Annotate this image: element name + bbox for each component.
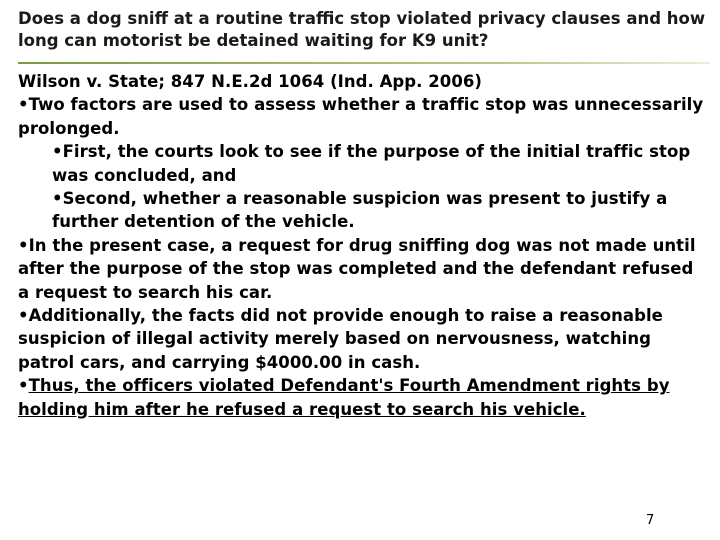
bullet-present-case: •In the present case, a request for drug sniffing dog was not made until after the purpose of the stop was completed and the defendant refused a request to search his car.: [18, 235, 696, 302]
sub-bullet-first: •First, the courts look to see if the purpose of the initial traffic stop was concluded, and: [52, 142, 691, 185]
sub-bullet-second: •Second, whether a reasonable suspicion was present to justify a further detention of the vehicle.: [52, 189, 668, 232]
bullet-additionally: •Additionally, the facts did not provide enough to raise a reasonable suspicion of illegal activity merely based on nervousness, watching patrol cars, and carrying $4000.00 in cash.: [18, 306, 663, 372]
bullet-two-factors: •Two factors are used to assess whether a traffic stop was unnecessarily prolonged.: [18, 95, 704, 138]
bullet-marker: •: [18, 376, 29, 396]
title-divider: [18, 62, 710, 64]
case-citation: Wilson v. State; 847 N.E.2d 1064 (Ind. App. 2006): [18, 72, 482, 91]
slide-body: [18, 70, 708, 421]
slide-title: Does a dog sniff at a routine traffic stop violated privacy clauses and how long can motorist be detained waiting for K9 unit?: [18, 9, 706, 50]
conclusion-text: Thus, the officers violated Defendant's Fourth Amendment rights by holding him after he refused a request to search his vehicle.: [18, 376, 670, 419]
page-number: 7: [646, 513, 655, 528]
bullet-conclusion: [18, 374, 708, 421]
